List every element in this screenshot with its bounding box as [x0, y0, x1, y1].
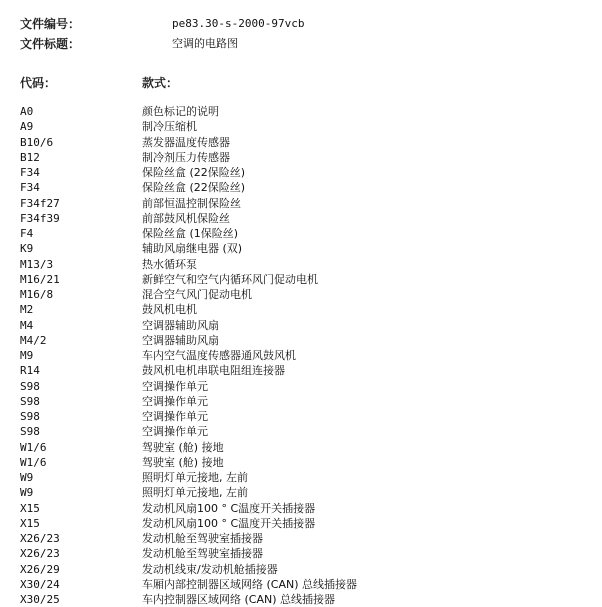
component-code: R14	[20, 364, 40, 378]
component-code: X26/23	[20, 547, 60, 561]
list-item	[0, 257, 602, 272]
list-item	[0, 150, 602, 165]
list-item	[0, 333, 602, 348]
component-code: F34f39	[20, 211, 60, 225]
component-description: 驾驶室 (舱) 接地	[142, 455, 224, 469]
doc-number-value: pe83.30-s-2000-97vcb	[172, 17, 305, 30]
component-code: M2	[20, 303, 34, 317]
component-description: 车厢内部控制器区域网络 (CAN) 总线插接器	[142, 577, 358, 591]
list-item	[0, 180, 602, 195]
component-description: 发动机风扇100 ° C温度开关插接器	[142, 516, 316, 530]
component-description: 制冷压缩机	[142, 120, 197, 134]
component-description: 发动机风扇100 ° C温度开关插接器	[142, 501, 316, 515]
component-code: S98	[20, 394, 40, 408]
list-item	[0, 592, 602, 607]
list-item	[0, 424, 602, 439]
doc-title-value: 空调的电路图	[172, 37, 238, 50]
component-code: M9	[20, 349, 34, 362]
component-code: F4	[20, 227, 34, 240]
list-item	[0, 379, 602, 394]
component-code: F34	[20, 181, 40, 195]
component-description: 车内空气温度传感器通风鼓风机	[142, 349, 296, 362]
component-description: 照明灯单元接地, 左前	[142, 471, 248, 484]
doc-title-label: 文件标题：	[20, 37, 81, 51]
component-code: X26/23	[20, 532, 60, 545]
component-description: 混合空气风门促动电机	[142, 288, 252, 301]
component-code: M16/21	[20, 272, 60, 286]
component-description: 制冷剂压力传感器	[142, 150, 230, 164]
list-item	[0, 196, 602, 211]
component-code: W9	[20, 471, 34, 484]
list-item	[0, 485, 602, 500]
list-item	[0, 501, 602, 516]
component-code: F34f27	[20, 196, 60, 210]
list-item	[0, 546, 602, 561]
list-item	[0, 470, 602, 485]
component-description: 照明灯单元接地, 左前	[142, 486, 248, 500]
component-code: W1/6	[20, 455, 47, 469]
component-description: 前部恒温控制保险丝	[142, 196, 241, 210]
component-code: X15	[20, 501, 40, 515]
component-code: X15	[20, 516, 40, 530]
component-description: 空调操作单元	[142, 410, 208, 423]
component-description: 发动机舱至驾驶室插接器	[142, 532, 263, 545]
component-code: S98	[20, 379, 40, 393]
component-code: B12	[20, 150, 40, 164]
desc-column-header: 款式：	[142, 76, 179, 90]
list-item	[0, 302, 602, 317]
component-description: 保险丝盒 (22保险丝)	[142, 181, 246, 195]
component-description: 保险丝盒 (22保险丝)	[142, 166, 246, 179]
list-item	[0, 516, 602, 531]
component-description: 颜色标记的说明	[142, 105, 219, 118]
list-item	[0, 562, 602, 577]
list-item	[0, 165, 602, 180]
code-column-header: 代码：	[20, 76, 57, 90]
component-description: 辅助风扇继电器 (双)	[142, 242, 243, 256]
component-description: 空调操作单元	[142, 379, 208, 393]
component-description: 车内控制器区域网络 (CAN) 总线插接器	[142, 593, 336, 606]
list-item	[0, 211, 602, 226]
component-code: A0	[20, 105, 34, 118]
component-code: X30/25	[20, 593, 60, 606]
component-code: M4/2	[20, 333, 47, 347]
component-description: 空调操作单元	[142, 425, 208, 439]
list-item	[0, 287, 602, 302]
list-item	[0, 440, 602, 455]
component-code: B10/6	[20, 135, 54, 149]
list-item	[0, 272, 602, 287]
list-item	[0, 104, 602, 119]
component-description: 空调器辅助风扇	[142, 318, 219, 332]
list-item	[0, 241, 602, 256]
list-item	[0, 394, 602, 409]
component-code: M13/3	[20, 257, 54, 271]
component-description: 鼓风机电机	[142, 303, 197, 317]
component-code: X26/29	[20, 562, 60, 576]
doc-number-label: 文件编号：	[20, 17, 81, 31]
component-description: 新鲜空气和空气内循环风门促动电机	[142, 272, 318, 286]
list-item	[0, 348, 602, 363]
component-code: S98	[20, 425, 40, 439]
component-description: 发动机线束/发动机舱插接器	[142, 562, 278, 576]
list-item	[0, 318, 602, 333]
component-description: 驾驶室 (舱) 接地	[142, 440, 224, 454]
list-item	[0, 363, 602, 378]
component-description: 蒸发器温度传感器	[142, 135, 230, 149]
component-description: 保险丝盒 (1保险丝)	[142, 227, 239, 240]
component-code: W9	[20, 486, 34, 500]
list-item	[0, 531, 602, 546]
component-description: 前部鼓风机保险丝	[142, 211, 230, 225]
component-code: K9	[20, 242, 34, 256]
list-item	[0, 119, 602, 134]
component-description: 鼓风机电机串联电阻组连接器	[142, 364, 285, 378]
component-code: X30/24	[20, 577, 60, 591]
component-code: W1/6	[20, 440, 47, 454]
list-item	[0, 455, 602, 470]
list-item	[0, 226, 602, 241]
component-description: 空调器辅助风扇	[142, 333, 219, 347]
component-description: 发动机舱至驾驶室插接器	[142, 547, 263, 561]
list-item	[0, 409, 602, 424]
list-item	[0, 135, 602, 150]
component-code: F34	[20, 166, 40, 179]
list-item	[0, 577, 602, 592]
component-description: 热水循环泵	[142, 257, 197, 271]
component-code: S98	[20, 410, 40, 423]
component-description: 空调操作单元	[142, 394, 208, 408]
component-code: M16/8	[20, 288, 54, 301]
component-code: A9	[20, 120, 34, 134]
component-code: M4	[20, 318, 34, 332]
